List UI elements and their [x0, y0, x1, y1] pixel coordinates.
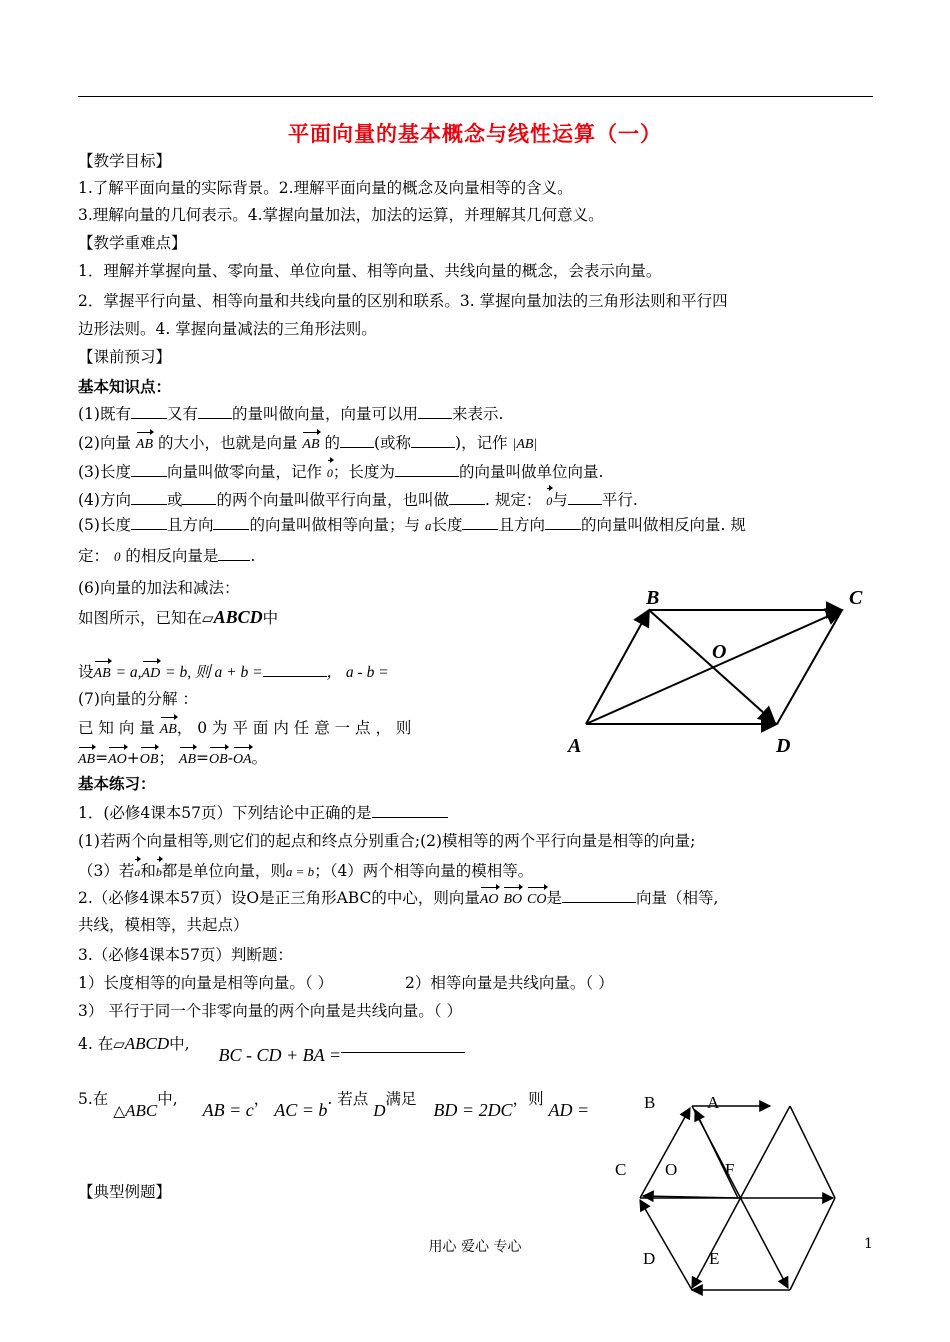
knowledge-5: (5)长度 且方向 的向量叫做相等向量；与 a长度 且方向 的向量叫做相反向量. 规: [78, 516, 746, 534]
vector-AB: [586, 610, 649, 724]
knowledge-6-figure: 如图所示，已知在▱ABCD中: [78, 607, 279, 627]
key-line-1: 1．理解并掌握向量、零向量、单位向量、相等向量、共线向量的概念，会表示向量。: [78, 262, 662, 280]
practice-3c: 3） 平行于同一个非零向量的两个向量是共线向量。（ ）: [78, 1002, 462, 1020]
knowledge-7-eq: AB=AO+OB； AB=OB-OA。: [78, 745, 267, 771]
goals-line-1: 1.了解平面向量的实际背景。2.理解平面向量的概念及向量相等的含义。: [78, 179, 573, 197]
preview-header: 【课前预习】: [78, 348, 172, 366]
hex-label-A: A: [707, 1093, 720, 1112]
page-number: 1: [864, 1236, 873, 1252]
practice-3: 3.（必修4课本57页）判断题：: [78, 946, 293, 964]
practice-2: 2.（必修4课本57页）设O是正三角形ABC的中心，则向量AO BO CO是 向量（相等,: [78, 885, 718, 911]
label-A: A: [568, 735, 582, 757]
practice-1: 1．(必修4课本57页）下列结论中正确的是: [78, 802, 448, 824]
footer-text: 用心 爱心 专心: [428, 1239, 522, 1255]
goals-header: 【教学目标】: [78, 152, 172, 170]
label-B: B: [646, 587, 660, 609]
label-C: C: [849, 587, 863, 609]
knowledge-6: (6)向量的加法和减法：: [78, 579, 240, 597]
knowledge-6-set: 设AB = a,AD = b, 则 a + b = ， a - b =: [78, 659, 389, 685]
practice-4: 4. 在▱ABCD中, BC - CD + BA =: [78, 1032, 465, 1055]
label-O: O: [712, 641, 727, 663]
page-title: 平面向量的基本概念与线性运算（一）: [288, 121, 662, 146]
goals-line-2: 3.理解向量的几何表示。4.掌握向量加法，加法的运算，并理解其几何意义。: [78, 206, 604, 224]
key-line-3: 边形法则。4. 掌握向量减法的三角形法则。: [78, 320, 377, 338]
knowledge-7-text: 已 知 向 量 AB， 0 为 平 面 内 任 意 一 点 ， 则: [78, 715, 411, 741]
hex-label-D: D: [643, 1249, 656, 1268]
hexagon-figure: [610, 1090, 860, 1300]
knowledge-3: (3)长度 向量叫做零向量，记作 0；长度为 的向量叫做单位向量.: [78, 458, 603, 484]
knowledge-2: (2)向量 AB 的大小，也就是向量 AB 的 (或称 )，记作 |AB|: [78, 430, 537, 456]
hex-label-C: C: [615, 1160, 627, 1179]
parallelogram-figure: [560, 580, 880, 760]
practice-3a: 1）长度相等的向量是相等向量。（ ） 2）相等向量是共线向量。（ ）: [78, 974, 614, 992]
hex-label-O: O: [665, 1160, 678, 1179]
hex-label-B: B: [644, 1093, 656, 1112]
practice-1a: (1)若两个向量相等,则它们的起点和终点分别重合;(2)模相等的两个平行向量是相等的向量;: [78, 832, 696, 850]
knowledge-5b: 定： 0 的相反向量是 .: [78, 547, 256, 565]
vector-BD: [649, 610, 775, 723]
practice-2d: 共线，模相等，共起点）: [78, 916, 249, 934]
key-line-2: 2．掌握平行向量、相等向量和共线向量的区别和联系。3. 掌握向量加法的三角形法则和平行四: [78, 292, 728, 310]
basic-knowledge-header: 基本知识点：: [78, 377, 172, 396]
knowledge-1: (1)既有 又有 的量叫做向量，向量可以用 来表示.: [78, 405, 504, 423]
examples-header: 【典型例题】: [78, 1183, 172, 1201]
knowledge-7: (7)向量的分解 ：: [78, 690, 198, 708]
header-rule: [78, 96, 873, 97]
side-DC: [777, 610, 842, 724]
practice-5: 5.在 △ABC中, AB = c， AC = b. 若点 D满足 BD = 2DC，则 AD =: [78, 1090, 590, 1120]
knowledge-4: (4)方向 或 的两个向量叫做平行向量，也叫做 . 规定： 0与 平行.: [78, 486, 638, 512]
key-header: 【教学重难点】: [78, 234, 187, 252]
hex-label-F: F: [725, 1160, 735, 1179]
hex-label-E: E: [709, 1249, 720, 1268]
label-D: D: [776, 735, 791, 757]
practice-header: 基本练习：: [78, 774, 156, 793]
practice-1b: （3）若a和b都是单位向量，则a = b；（4）两个相等向量的模相等。: [78, 857, 533, 883]
